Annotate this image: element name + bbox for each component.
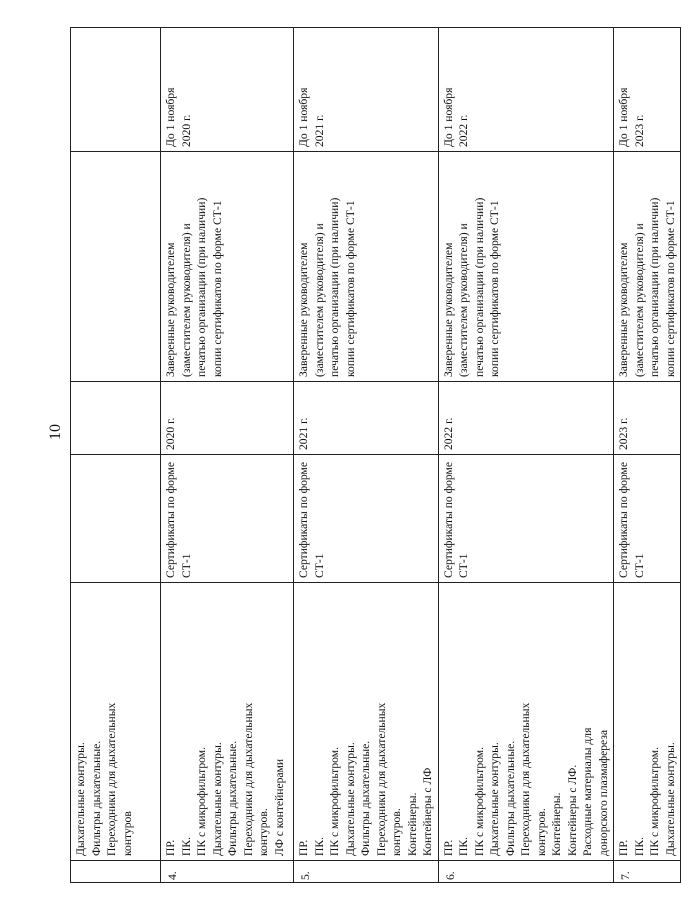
cell-line: ПК с микрофильтром. — [472, 747, 486, 856]
year-cell: 2023 г. — [614, 382, 681, 455]
cell-line: Фильтры дыхательные. — [226, 740, 239, 856]
cell-line: Переходники для дыхательных — [241, 702, 255, 856]
table-row-continuation — [71, 28, 161, 883]
table-row — [294, 28, 439, 883]
document-cell — [438, 455, 614, 583]
items-cell — [438, 583, 614, 861]
cell-line: Контейнеры с ЛФ — [421, 767, 434, 856]
cell-line: контуров — [120, 811, 134, 856]
cell-line: контуров. — [257, 808, 270, 856]
cell-line: Заверенные руководителем — [441, 242, 455, 377]
cell-line: копии сертификатов по форме СТ-1 — [488, 200, 501, 377]
cell-line: донорского плазмафереза — [596, 729, 610, 856]
cell-line: До 1 ноября — [441, 87, 455, 147]
cell-line: 2020 г. — [179, 114, 193, 147]
cell-line: ПК. — [179, 836, 193, 856]
items-cell — [614, 583, 681, 861]
cell-line: До 1 ноября — [617, 87, 630, 147]
cell-line: ПР. — [617, 839, 630, 856]
confirmation-cell — [161, 152, 294, 382]
row-number: 7. — [614, 861, 681, 883]
cell-line: контуров. — [534, 808, 548, 856]
cell-line: СТ-1 — [632, 553, 646, 578]
cell-line: Дыхательные контуры. — [343, 742, 357, 856]
cell-line: Переходники для дыхательных — [374, 702, 388, 856]
cell-line: СТ-1 — [179, 553, 193, 578]
cell-line: Сертификаты по форме — [617, 461, 630, 578]
cell-line: печатью организации (при наличии) — [472, 197, 486, 377]
cell-line: До 1 ноября — [297, 87, 310, 147]
cell-line: Переходники для дыхательных — [519, 702, 532, 856]
cell-line: Заверенные руководителем — [617, 242, 630, 377]
document-cell — [294, 455, 439, 583]
deadline-cell — [294, 28, 439, 152]
items-cell — [71, 583, 161, 861]
cell-line: До 1 ноября — [164, 87, 177, 147]
cell-line: ПК. — [457, 836, 470, 856]
document-cell — [614, 455, 681, 583]
cell-line: Контейнеры с ЛФ. — [565, 764, 579, 856]
cell-line: Контейнеры. — [405, 792, 419, 856]
table-row — [614, 28, 681, 883]
cell-line: Заверенные руководителем — [297, 242, 310, 377]
cell-line: (заместителем руководителя) и — [632, 223, 646, 377]
items-cell — [294, 583, 439, 861]
confirmation-cell — [294, 152, 439, 382]
cell-line: Дыхательные контуры. — [663, 742, 677, 856]
cell-line: СТ-1 — [457, 553, 470, 578]
deadline-cell — [614, 28, 681, 152]
cell-line: контуров. — [390, 808, 403, 856]
cell-line: ПК. — [632, 836, 646, 856]
cell-line: 2021 г. — [312, 114, 326, 147]
cell-line: ЛФ с контейнерами — [272, 758, 286, 856]
items-cell — [161, 583, 294, 861]
document-cell — [71, 455, 161, 583]
year-cell: 2021 г. — [294, 382, 439, 455]
cell-line: ПК с микрофильтром. — [648, 747, 661, 856]
cell-line: Дыхательные контуры. — [488, 742, 501, 856]
cell-line: (заместителем руководителя) и — [179, 223, 193, 377]
row-number: 4. — [161, 861, 294, 883]
cell-line: 2022 г. — [457, 114, 470, 147]
year-cell — [71, 382, 161, 455]
cell-line: Контейнеры. — [550, 792, 563, 856]
cell-line: Заверенные руководителем — [164, 242, 177, 377]
cell-line: СТ-1 — [312, 553, 326, 578]
cell-line: Расходные материалы для — [581, 727, 594, 856]
rotated-page — [70, 28, 677, 883]
number-cell — [71, 861, 161, 883]
schedule-table — [70, 27, 681, 883]
cell-line: ПК. — [312, 836, 326, 856]
page-number: 10 — [47, 424, 64, 440]
cell-line: Фильтры дыхательные. — [89, 740, 103, 856]
cell-line: Дыхательные контуры. — [74, 742, 87, 856]
table-row — [438, 28, 614, 883]
confirmation-cell — [614, 152, 681, 382]
cell-line: печатью организации (при наличии) — [648, 197, 661, 377]
cell-line: копии сертификатов по форме СТ-1 — [210, 200, 224, 377]
deadline-cell — [71, 28, 161, 152]
cell-line: ПР. — [164, 839, 177, 856]
cell-line: Сертификаты по форме — [297, 461, 310, 578]
cell-line: Фильтры дыхательные. — [503, 740, 517, 856]
cell-line: Дыхательные контуры. — [210, 742, 224, 856]
cell-line: копии сертификатов по форме СТ-1 — [343, 200, 357, 377]
cell-line: Сертификаты по форме — [441, 461, 455, 578]
cell-line: ПК с микрофильтром. — [195, 747, 208, 856]
cell-line: Сертификаты по форме — [164, 461, 177, 578]
cell-line: печатью организации (при наличии) — [195, 197, 208, 377]
confirmation-cell — [71, 152, 161, 382]
cell-line: копии сертификатов по форме СТ-1 — [663, 200, 677, 377]
row-number: 5. — [294, 861, 439, 883]
cell-line: Фильтры дыхательные. — [359, 740, 372, 856]
deadline-cell — [438, 28, 614, 152]
row-number: 6. — [438, 861, 614, 883]
table-row — [161, 28, 294, 883]
document-cell — [161, 455, 294, 583]
cell-line: (заместителем руководителя) и — [457, 223, 470, 377]
year-cell: 2020 г. — [161, 382, 294, 455]
year-cell: 2022 г. — [438, 382, 614, 455]
cell-line: ПР. — [297, 839, 310, 856]
cell-line: ПК с микрофильтром. — [328, 747, 341, 856]
confirmation-cell — [438, 152, 614, 382]
cell-line: (заместителем руководителя) и — [312, 223, 326, 377]
cell-line: Переходники для дыхательных — [105, 702, 118, 856]
cell-line: ПР. — [441, 839, 455, 856]
cell-line: печатью организации (при наличии) — [328, 197, 341, 377]
deadline-cell — [161, 28, 294, 152]
cell-line: 2023 г. — [632, 114, 646, 147]
